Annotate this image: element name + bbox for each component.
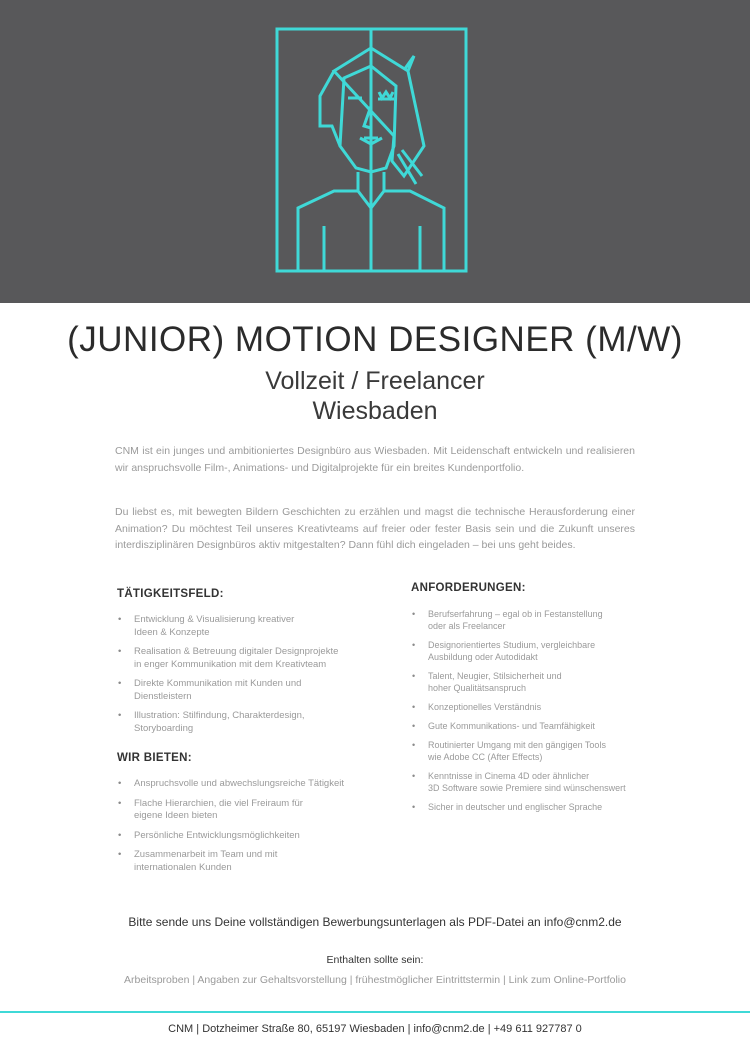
list-item: • Routinierter Umgang mit den gängigen Tools wie Adobe CC (After Effects) [411,739,651,763]
list-item: • Sicher in deutscher und englischer Sprache [411,801,651,813]
intro-paragraph-company: CNM ist ein junges und ambitioniertes Designbüro aus Wiesbaden. Mit Leidenschaft entwickeln und realisieren wir anspruchsvolle Film-, Animations- und Digitalprojekte für ein breites Kundenportfolio. [115,445,635,474]
list-item: • Flache Hierarchien, die viel Freiraum für eigene Ideen bieten [117,798,357,823]
list-item: • Kenntnisse in Cinema 4D oder ähnlicher 3D Software sowie Premiere sind wünschenswert [411,770,651,794]
list-item: • Zusammenarbeit im Team und mit internationalen Kunden [117,849,357,874]
footer-divider [0,1011,750,1013]
application-instructions: Bitte sende uns Deine vollständigen Bewerbungsunterlagen als PDF-Datei an info@cnm2.de [128,915,622,929]
list-item: • Entwicklung & Visualisierung kreativer Ideen & Konzepte [117,614,347,639]
application-contents-list: Arbeitsproben | Angaben zur Gehaltsvorstellung | frühestmöglicher Eintrittstermin | Link zum Online-Portfolio [124,974,626,986]
list-item: • Realisation & Betreuung digitaler Designprojekte in enger Kommunikation mit dem Kreativteam [117,646,347,671]
header-band [0,0,750,303]
list-item: • Berufserfahrung – egal ob in Festanstellung oder als Freelancer [411,608,651,632]
list-item: • Persönliche Entwicklungsmöglichkeiten [117,830,357,843]
section-heading-taetigkeitsfeld: TÄTIGKEITSFELD: [117,588,224,600]
wir-bieten-list [117,778,357,881]
list-item: • Direkte Kommunikation mit Kunden und Dienstleistern [117,678,347,703]
job-location: Wiesbaden [312,397,438,425]
list-item: • Illustration: Stilfindung, Charakterdesign, Storyboarding [117,710,347,735]
section-heading-anforderungen: ANFORDERUNGEN: [411,582,526,594]
list-item: • Anspruchsvolle und abwechslungsreiche Tätigkeit [117,778,357,791]
taetigkeitsfeld-list [117,614,347,742]
intro-paragraph-candidate: Du liebst es, mit bewegten Bildern Geschichten zu erzählen und magst die technische Herausforderung einer Animation? Du möchtest Teil unseres Kreativteams auf freier oder fester Basis sein und die Zukunft unseres interdisziplinären Designbüros aktiv mitgestalten? Dann fühl dich eingeladen – bei uns geht beides. [115,506,635,551]
list-item: • Designorientiertes Studium, vergleichbare Ausbildung oder Autodidakt [411,639,651,663]
job-title: (JUNIOR) MOTION DESIGNER (M/W) [67,320,683,359]
footer-contact: CNM | Dotzheimer Straße 80, 65197 Wiesbaden | info@cnm2.de | +49 611 927787 0 [168,1023,582,1035]
section-heading-wir-bieten: WIR BIETEN: [117,752,192,764]
employment-type: Vollzeit / Freelancer [265,367,485,395]
list-item: • Gute Kommunikations- und Teamfähigkeit [411,720,651,732]
list-item: • Konzeptionelles Verständnis [411,701,651,713]
application-contents-label: Enthalten sollte sein: [326,954,424,966]
anforderungen-list [411,608,651,820]
character-portrait-icon [274,26,469,274]
list-item: • Talent, Neugier, Stilsicherheit und hoher Qualitätsanspruch [411,670,651,694]
